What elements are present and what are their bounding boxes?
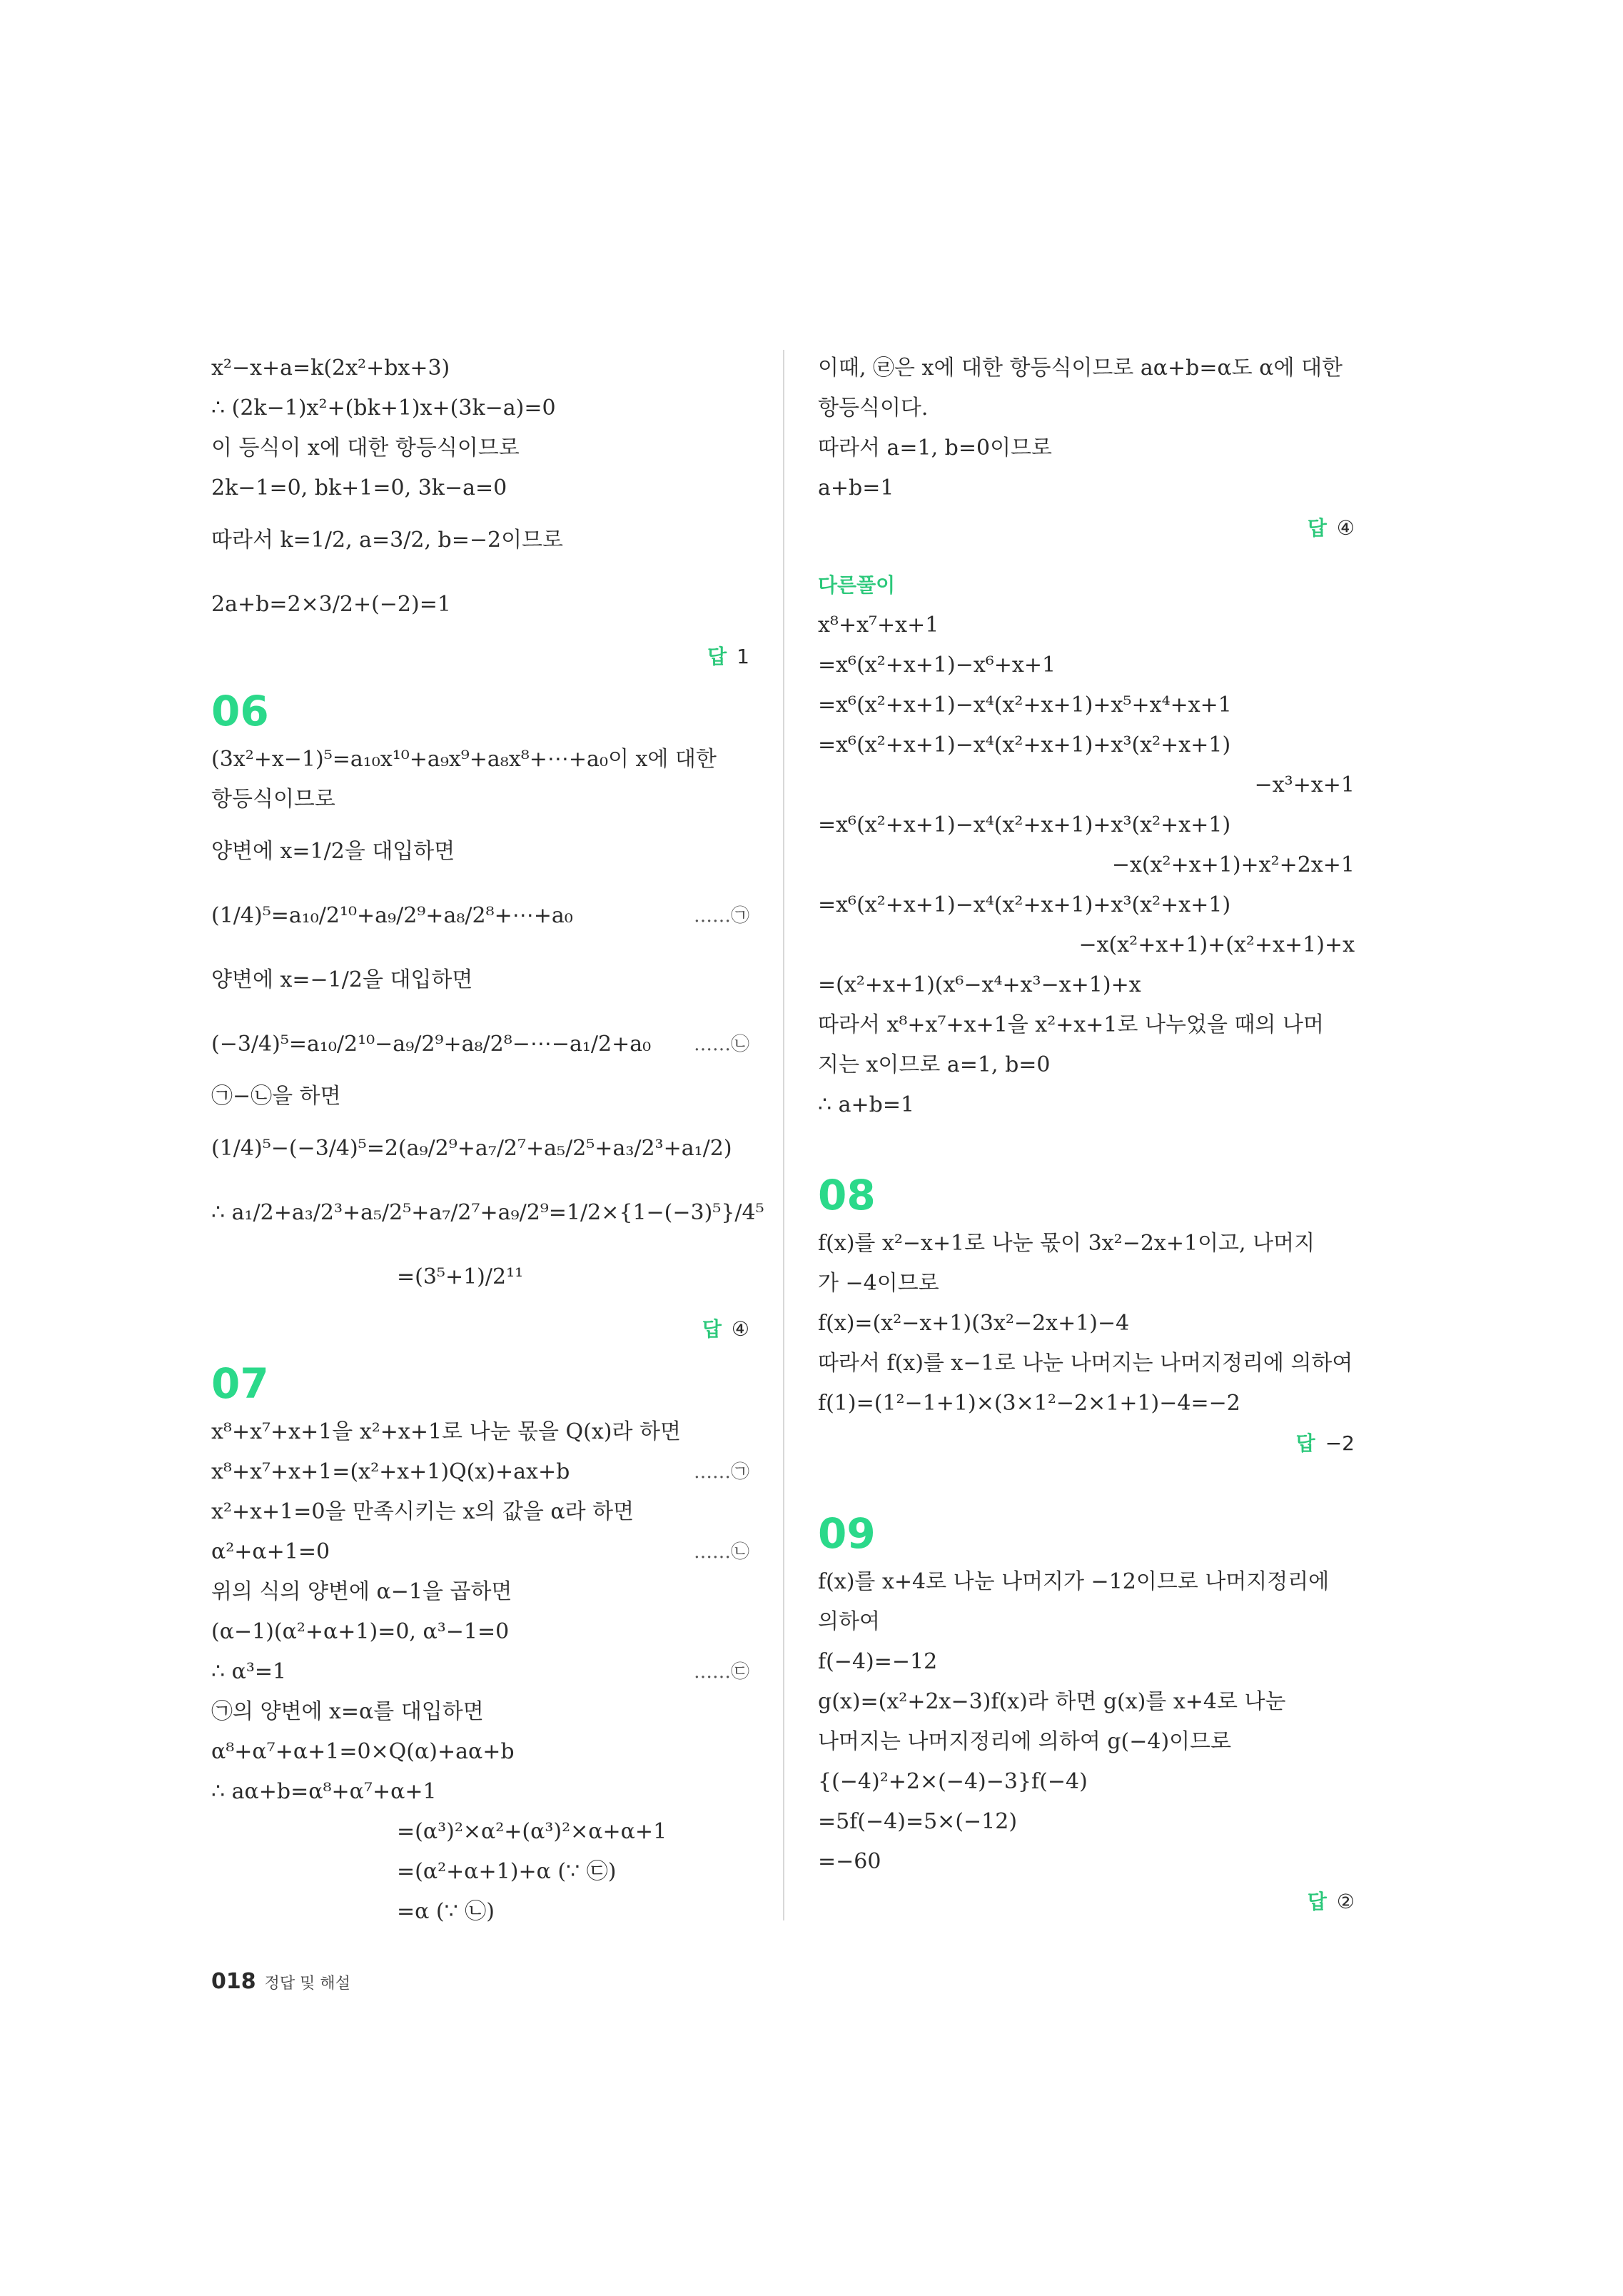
equation-mark: ……㉠ <box>693 1461 749 1483</box>
math-line: −x³+x+1 <box>1254 772 1355 797</box>
answer-value: −2 <box>1325 1431 1355 1455</box>
text-line: 위의 식의 양변에 α−1을 곱하면 <box>211 1579 512 1604</box>
math-line: =−60 <box>818 1849 881 1874</box>
text-line: 지는 x이므로 a=1, b=0 <box>818 1052 1051 1077</box>
math-line <box>211 1532 749 1572</box>
answer-value: ④ <box>1336 516 1355 540</box>
right-column <box>818 348 1355 1922</box>
answer-label: 답 <box>1307 516 1327 540</box>
equation: (−3/4)⁵=a₁₀/2¹⁰−a₉/2⁹+a₈/2⁸−⋯−a₁/2+a₀ <box>211 1032 652 1057</box>
text-line: 이 등식이 x에 대한 항등식이므로 <box>211 435 520 460</box>
text-line: 따라서 f(x)를 x−1로 나눈 나머지는 나머지정리에 의하여 <box>818 1351 1353 1376</box>
problem-number-06: 06 <box>211 687 269 735</box>
math-line: α⁸+α⁷+α+1=0×Q(α)+aα+b <box>211 1739 515 1764</box>
text-line: 따라서 a=1, b=0이므로 <box>818 435 1053 460</box>
math-line: 따라서 k=1/2, a=3/2, b=−2이므로 <box>211 528 564 553</box>
equation-mark: ……㉡ <box>693 1034 749 1055</box>
math-line <box>211 1652 749 1692</box>
math-line: =(3⁵+1)/2¹¹ <box>397 1264 524 1289</box>
math-line <box>211 884 749 948</box>
answer-value: ② <box>1336 1890 1355 1913</box>
text-line: 양변에 x=−1/2을 대입하면 <box>211 967 473 992</box>
page-number: 018 <box>211 1969 256 1994</box>
text-line: 따라서 x⁸+x⁷+x+1을 x²+x+1로 나누었을 때의 나머 <box>818 1012 1324 1037</box>
answer-value: 1 <box>737 645 749 668</box>
math-line: =α (∵ ㉡) <box>397 1899 495 1924</box>
text-line: 항등식이므로 <box>211 787 335 812</box>
math-line: ∴ aα+b=α⁸+α⁷+α+1 <box>211 1779 437 1804</box>
math-line: =(α³)²×α²+(α³)²×α+α+1 <box>397 1819 667 1844</box>
text-line: 가 −4이므로 <box>818 1271 939 1296</box>
math-line: =(α²+α+1)+α (∵ ㉢) <box>397 1859 617 1884</box>
math-line: =5f(−4)=5×(−12) <box>818 1809 1018 1834</box>
problem-number-07: 07 <box>211 1359 269 1408</box>
text-line: ㉠−㉡을 하면 <box>211 1084 341 1109</box>
math-line: =(x²+x+1)(x⁶−x⁴+x³−x+1)+x <box>818 972 1141 997</box>
problem-number-09: 09 <box>818 1509 876 1558</box>
text-line: 이때, ㉣은 x에 대한 항등식이므로 aα+b=α도 α에 대한 <box>818 356 1343 381</box>
text-line: f(x)를 x+4로 나눈 나머지가 −12이므로 나머지정리에 <box>818 1569 1330 1594</box>
equation-mark: ……㉢ <box>693 1661 749 1683</box>
equation-mark: ……㉠ <box>693 905 749 927</box>
equation: (1/4)⁵=a₁₀/2¹⁰+a₉/2⁹+a₈/2⁸+⋯+a₀ <box>211 903 573 928</box>
answer-label: 답 <box>1307 1890 1327 1913</box>
answer-line <box>818 508 1355 548</box>
footer-title: 정답 및 해설 <box>264 1975 350 1993</box>
math-line: f(−4)=−12 <box>818 1649 938 1674</box>
math-line: (1/4)⁵−(−3/4)⁵=2(a₉/2⁹+a₇/2⁷+a₅/2⁵+a₃/2³+a₁/2) <box>211 1136 732 1161</box>
math-line: −x(x²+x+1)+(x²+x+1)+x <box>1078 932 1355 957</box>
math-line: =x⁶(x²+x+1)−x⁶+x+1 <box>818 653 1056 678</box>
math-line: 2k−1=0, bk+1=0, 3k−a=0 <box>211 475 507 500</box>
text-line: ㉠의 양변에 x=α를 대입하면 <box>211 1699 484 1724</box>
math-line: ∴ a+b=1 <box>818 1092 915 1117</box>
math-line: =x⁶(x²+x+1)−x⁴(x²+x+1)+x³(x²+x+1) <box>818 892 1231 917</box>
math-line: {(−4)²+2×(−4)−3}f(−4) <box>818 1769 1088 1794</box>
answer-label: 답 <box>702 1317 722 1341</box>
equation: α²+α+1=0 <box>211 1539 330 1564</box>
equation-mark: ……㉡ <box>693 1541 749 1563</box>
answer-value: ④ <box>731 1317 749 1341</box>
text-line: x²+x+1=0을 만족시키는 x의 값을 α라 하면 <box>211 1499 634 1524</box>
text-line: 의하여 <box>818 1609 880 1634</box>
math-line: =x⁶(x²+x+1)−x⁴(x²+x+1)+x³(x²+x+1) <box>818 732 1231 757</box>
math-line: −x(x²+x+1)+x²+2x+1 <box>1111 852 1355 877</box>
text-line: (3x²+x−1)⁵=a₁₀x¹⁰+a₉x⁹+a₈x⁸+⋯+a₀이 x에 대한 <box>211 747 717 772</box>
math-line: f(x)=(x²−x+1)(3x²−2x+1)−4 <box>818 1311 1130 1336</box>
math-line: (α−1)(α²+α+1)=0, α³−1=0 <box>211 1619 510 1644</box>
answer-line <box>211 1309 749 1349</box>
math-line: =x⁶(x²+x+1)−x⁴(x²+x+1)+x⁵+x⁴+x+1 <box>818 693 1232 718</box>
math-line: ∴ (2k−1)x²+(bk+1)x+(3k−a)=0 <box>211 396 556 421</box>
math-line: x⁸+x⁷+x+1 <box>818 613 939 638</box>
math-line: ∴ a₁/2+a₃/2³+a₅/2⁵+a₇/2⁷+a₉/2⁹=1/2×{1−(−3)⁵}/4⁵ <box>211 1200 764 1225</box>
text-line: g(x)=(x²+2x−3)f(x)라 하면 g(x)를 x+4로 나눈 <box>818 1689 1286 1714</box>
math-line: x²−x+a=k(2x²+bx+3) <box>211 356 450 381</box>
math-line: a+b=1 <box>818 475 894 500</box>
math-line <box>211 1452 749 1492</box>
answer-line <box>211 637 749 677</box>
text-line: 항등식이다. <box>818 396 929 421</box>
answer-line <box>818 1424 1355 1464</box>
text-line: 나머지는 나머지정리에 의하여 g(−4)이므로 <box>818 1729 1232 1754</box>
equation: ∴ α³=1 <box>211 1659 287 1684</box>
left-column <box>211 348 764 1932</box>
text-line: x⁸+x⁷+x+1을 x²+x+1로 나눈 몫을 Q(x)라 하면 <box>211 1419 681 1444</box>
text-line: f(x)를 x²−x+1로 나눈 몫이 3x²−2x+1이고, 나머지 <box>818 1231 1315 1256</box>
math-line: =x⁶(x²+x+1)−x⁴(x²+x+1)+x³(x²+x+1) <box>818 812 1231 837</box>
page-footer <box>211 1969 350 1994</box>
text-line: 양변에 x=1/2을 대입하면 <box>211 839 455 864</box>
math-line: f(1)=(1²−1+1)×(3×1²−2×1+1)−4=−2 <box>818 1391 1240 1416</box>
answer-label: 답 <box>1295 1431 1315 1455</box>
problem-number-08: 08 <box>818 1171 876 1219</box>
equation: x⁸+x⁷+x+1=(x²+x+1)Q(x)+ax+b <box>211 1459 570 1484</box>
answer-label: 답 <box>707 645 727 668</box>
math-line: 2a+b=2×3/2+(−2)=1 <box>211 592 451 617</box>
math-line <box>211 1012 749 1077</box>
alternate-solution-title: 다른풀이 <box>818 573 896 597</box>
column-divider <box>783 350 784 1920</box>
answer-line <box>818 1882 1355 1922</box>
